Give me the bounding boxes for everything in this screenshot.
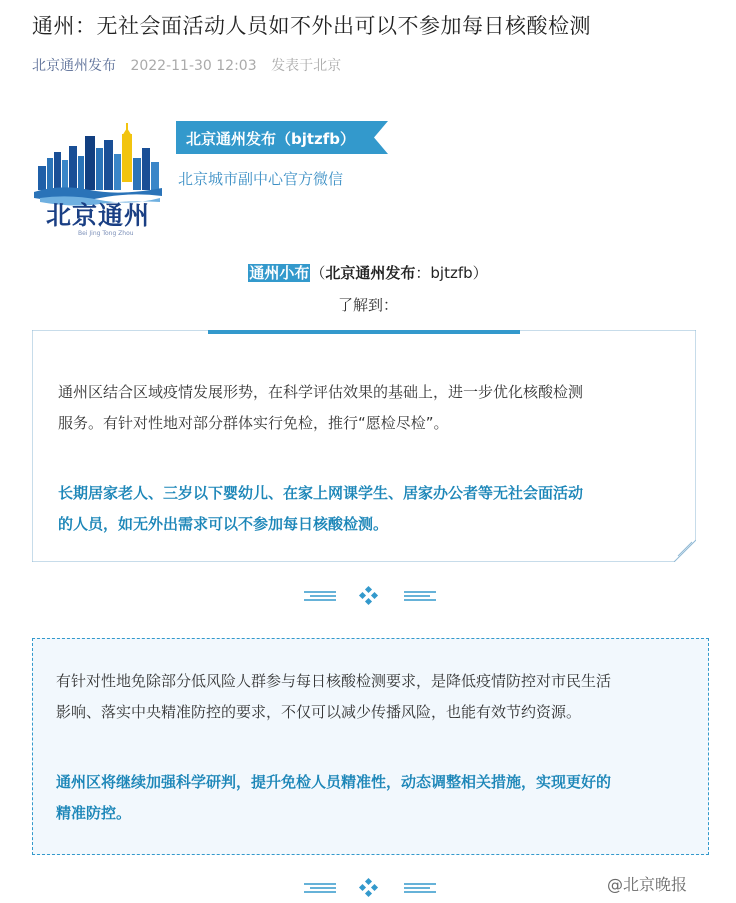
author-link[interactable]: 北京通州发布 [32,58,116,74]
section-1-paragraph-1 [58,377,678,439]
source-learn: 了解到： [337,296,398,314]
account-description: 北京城市副中心官方微信 [178,170,344,188]
section-2-paragraph-2 [56,767,696,829]
section-2-p2-line-1: 通州区将继续加强科学研判，提升免检人员精准性，动态调整相关措施，实现更好的 [56,773,612,791]
publish-location: 发表于北京 [271,58,342,74]
section-2-p1-line-1: 有针对性地免除部分低风险人群参与每日核酸检测要求，是降低疫情防控对市民生活 [56,672,612,690]
section-1-p1-line-2: 服务。有针对性地对部分群体实行免检，推行“愿检尽检”。 [58,414,449,432]
source-highlight: 通州小布 [249,264,310,282]
ornament-divider-bottom-icon [300,876,440,900]
ornament-divider-icon [300,584,440,608]
weibo-watermark: @北京晚报 [607,875,688,894]
section-1-p2-line-1: 长期居家老人、三岁以下婴幼儿、在家上网课学生、居家办公者等无社会面活动 [58,484,584,502]
logo-subtext: Bei Jing Tong Zhou [78,230,134,237]
section-2-p1-line-2: 影响、落实中央精准防控的要求，不仅可以减少传播风险，也能有效节约资源。 [56,703,582,721]
section-1-p1-line-1: 通州区结合区域疫情发展形势，在科学评估效果的基础上，进一步优化核酸检测 [58,383,584,401]
article-meta [32,55,341,75]
section-2-p2-line-2: 精准防控。 [56,804,132,822]
article-title: 通州：无社会面活动人员如不外出可以不参加每日核酸检测 [32,14,591,38]
publish-date: 2022-11-30 12:03 [130,58,257,74]
section-1-paragraph-2 [58,478,678,540]
section-1-p2-line-2: 的人员，如无外出需求可以不参加每日核酸检测。 [58,515,389,533]
source-id: ：bjtzfb） [415,264,488,282]
source-account: 北京通州发布 [325,264,416,282]
section-2-paragraph-1 [56,666,696,728]
logo-text: 北京通州 [46,201,151,230]
source-line [0,262,736,283]
account-name[interactable]: 北京通州发布（bjtzfb） [186,130,356,148]
source-open-paren: （ [310,264,326,282]
